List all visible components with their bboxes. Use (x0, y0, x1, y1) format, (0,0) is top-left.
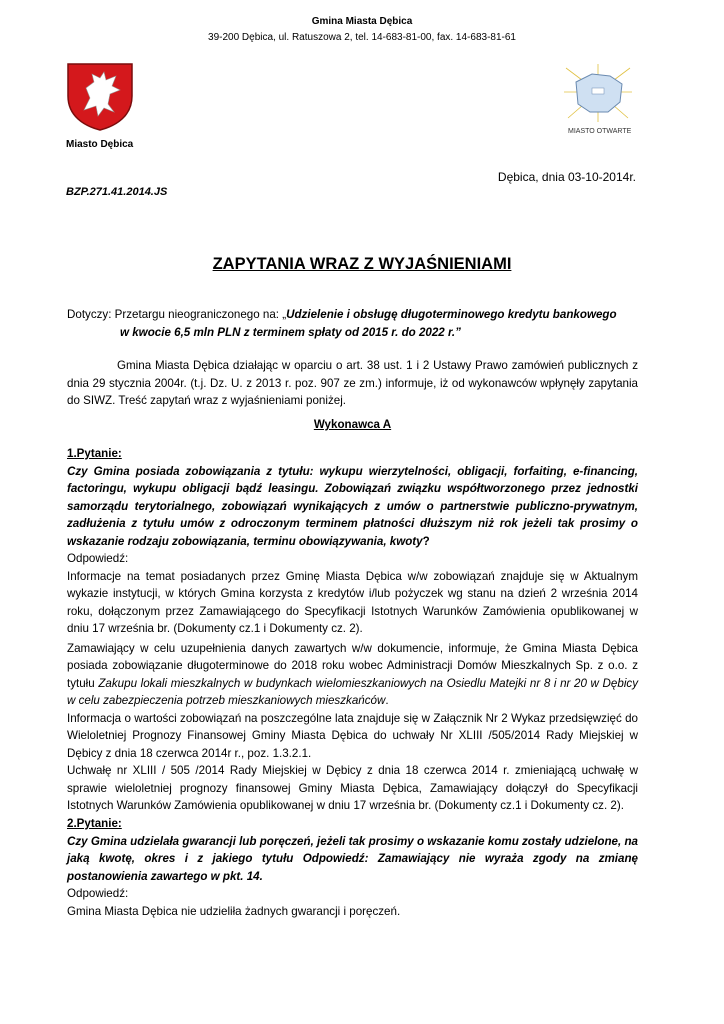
answer-1-p2c: . (385, 694, 389, 707)
intro-paragraph: Gmina Miasta Dębica działając w oparciu o art. 38 ust. 1 i 2 Ustawy Prawo zamówień publicznych z dnia 29 stycznia 2004r. (t.j. Dz. U. z 2013 r. poz. 907 ze zm.) informuje, iż od wykonawców wpłynęły zapytania do SIWZ. Treść zapytań wraz z wyjaśnieniami poniżej. (67, 359, 638, 407)
question-1-label: 1.Pytanie: (67, 447, 122, 460)
answer-1-label: Odpowiedź: (67, 552, 129, 565)
open-city-label: MIASTO OTWARTE (568, 128, 632, 135)
document-date: Dębica, dnia 03-10-2014r. (497, 170, 636, 184)
question-1-text: Czy Gmina posiada zobowiązania z tytułu: wykupu wierzytelności, obligacji, forfaiting, e-financing, factoringu, wykupu obligacji bądź leasingu. Zobowiązań związku współtworzonego przez jednostki samorządu terytorialnego, zobowiązań wynikających z umów o partnerstwie publiczno-prywatnym, zadłużenia z tytułu umów z odroczonym terminem płatności dłuższym niż rok jeżeli tak prosimy o wskazanie rodzaju zobowiązania, terminu obowiązywania, kwoty (67, 464, 638, 548)
regarding-prefix: Dotyczy: Przetargu nieograniczonego na: „ (67, 308, 287, 321)
question-2-text: Czy Gmina udzielała gwarancji lub poręczeń, jeżeli tak prosimy o wskazanie komu zostały udzielone, na jaką kwotę, okres i z jakiego tytułu Odpowiedź: Zamawiający nie wyraża zgody na zmianę postanowienia zawartego w pkt. 14. (67, 834, 638, 883)
question-1-block (67, 445, 638, 815)
answer-1-p2b: Zakupu lokali mieszkalnych w budynkach wielomieszkaniowych na Osiedlu Matejki nr 8 i nr 20 w Dębicy w celu zabezpieczenia potrzeb mieszkaniowych mieszkańców (67, 676, 638, 707)
reference-number: BZP.271.41.2014.JS (66, 186, 168, 198)
regarding-subject-2: w kwocie 6,5 mln PLN z terminem spłaty od 2015 r. do 2022 r.” (120, 325, 461, 339)
answer-1-p2a: Zamawiający w celu uzupełnienia danych zawartych w/w dokumencie, informuje, że Gmina Miasta Dębica posiada zobowiązanie długoterminowe do 2018 roku wobec Administracji Domów Mieszkalnych Sp. z o.o. z tytułu (67, 641, 638, 690)
question-2-label: 2.Pytanie: (67, 817, 122, 830)
header-org: Gmina Miasta Dębica (311, 16, 413, 27)
page-title: ZAPYTANIA WRAZ Z WYJAŚNIENIAMI (212, 255, 512, 273)
contractor-heading: Wykonawca A (313, 418, 392, 431)
regarding-subject-1: Udzielenie i obsługę długoterminowego kredytu bankowego (286, 308, 617, 321)
open-city-logo-icon (562, 62, 634, 126)
crest-label: Miasto Dębica (66, 139, 134, 150)
question-2-block (67, 815, 638, 920)
answer-2-label: Odpowiedź: (67, 887, 129, 900)
answer-2-text: Gmina Miasta Dębica nie udzieliła żadnych gwarancji i poręczeń. (67, 904, 401, 918)
answer-1-p1: Informacje na temat posiadanych przez Gminę Miasta Dębica w/w zobowiązań znajduje się w Aktualnym wykazie instytucji, w których Gmina korzysta z kredytów i/lub pożyczek wg stanu na dzień 2 września 2014 roku, dołączonym przez Zamawiającego do Specyfikacji Istotnych Warunków Zamówienia opublikowanej w dniu 17 września br. (Dokumenty cz.1 i Dokumenty cz. 2). (67, 569, 638, 635)
question-1-end: ? (422, 534, 430, 548)
regarding-block (67, 306, 638, 341)
answer-1-p4: Uchwałę nr XLIII / 505 /2014 Rady Miejskiej w Dębicy z dnia 18 czerwca 2014 r. zmieniającą uchwałę w sprawie wieloletniej prognozy finansowej Gminy Miasta Dębica, Zamawiający dołączył do Specyfikacji Istotnych Warunków Zamówienia opublikowanej w dniu 17 września br. (Dokumenty cz.1 i Dokumenty cz. 2). (67, 764, 638, 812)
city-crest-icon (64, 60, 136, 132)
header-address: 39-200 Dębica, ul. Ratuszowa 2, tel. 14-683-81-00, fax. 14-683-81-61 (208, 32, 516, 43)
answer-1-p3: Informacja o wartości zobowiązań na poszczególne lata znajduje się w Załącznik Nr 2 Wykaz przedsięwzięć do Wieloletniej Prognozy Finansowej Gminy Miasta Dębica do uchwały Nr XLIII /505/2014 Rady Miejskiej w Dębicy z dnia 18 czerwca 2014r r., poz. 1.3.2.1. (67, 711, 638, 760)
